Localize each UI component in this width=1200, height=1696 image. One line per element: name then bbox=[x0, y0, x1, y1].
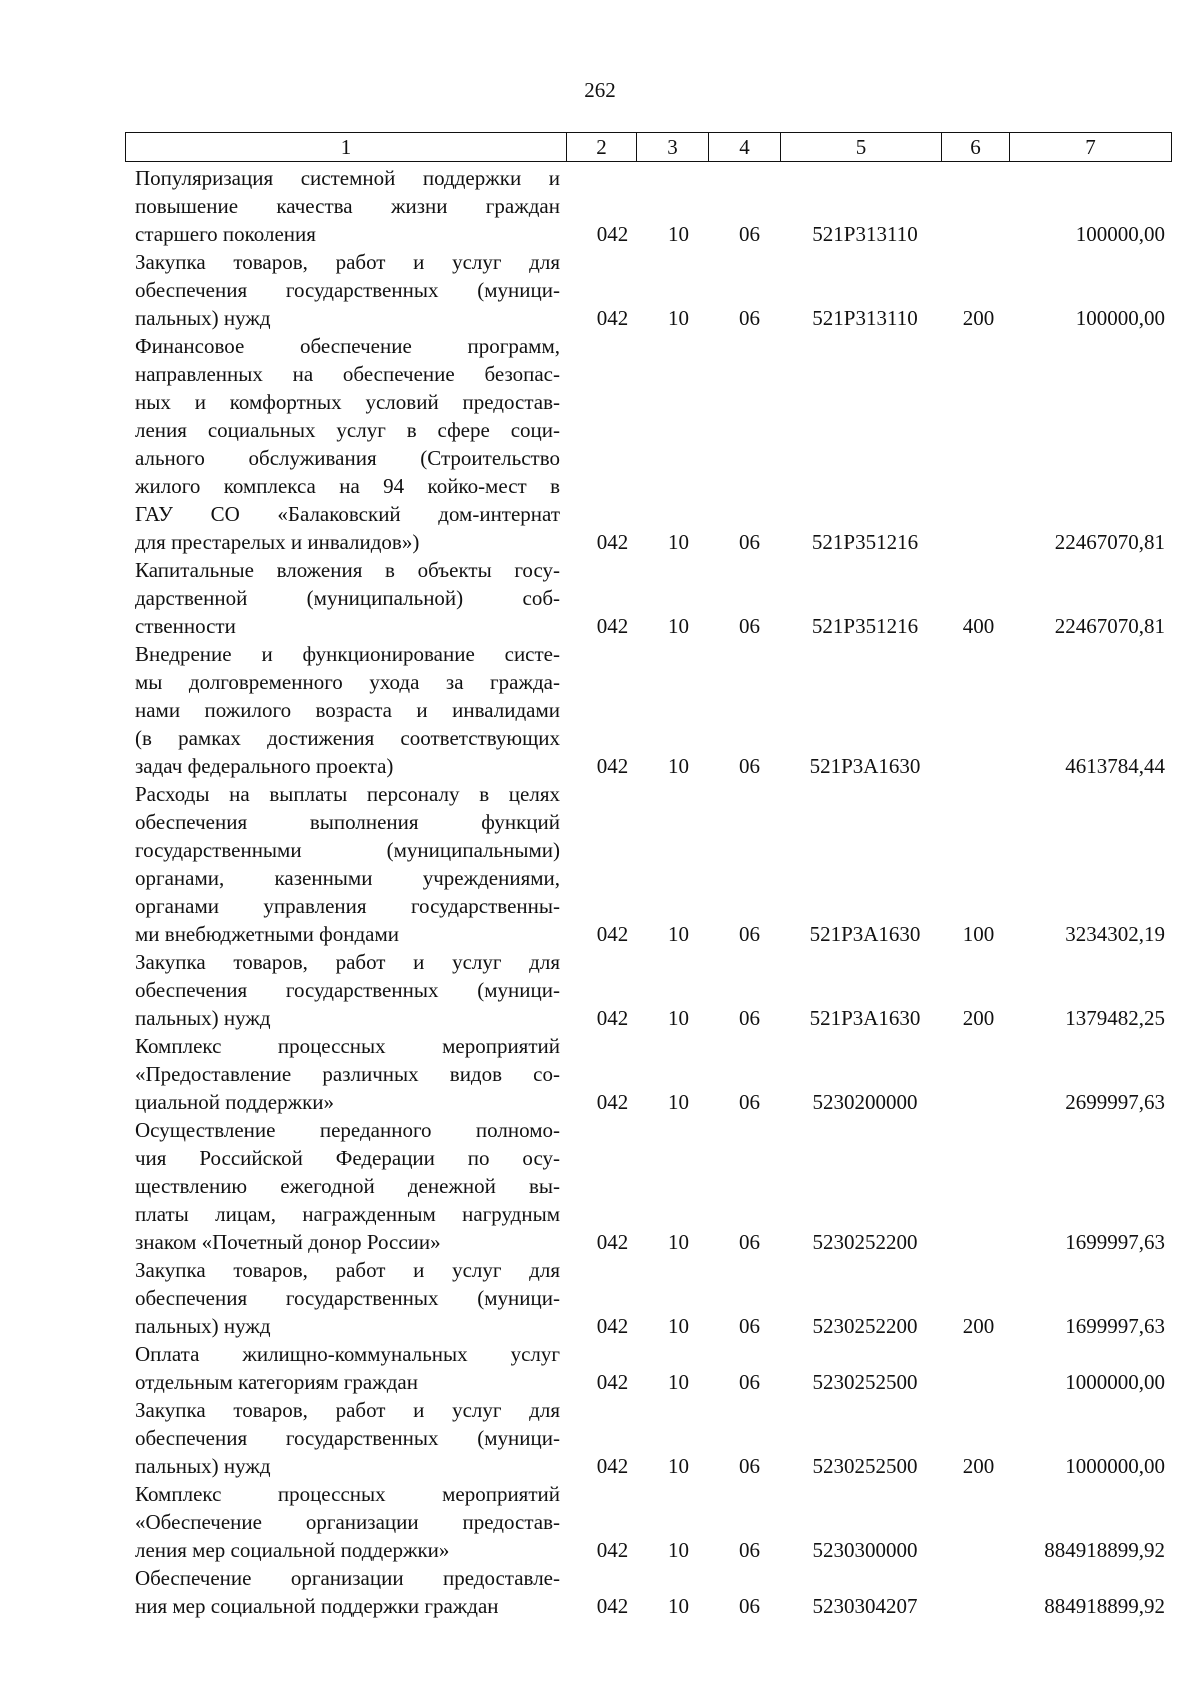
row-ministry-code: 042 bbox=[596, 1314, 629, 1338]
row-expense-type-code: 400 bbox=[962, 614, 995, 638]
row-target-article-code: 521P3A1630 bbox=[809, 754, 921, 778]
description-line: ГАУ СО «Балаковский дом-интернат bbox=[135, 502, 560, 526]
description-line: повышение качества жизни граждан bbox=[135, 194, 560, 218]
column-header-2: 2 bbox=[567, 133, 637, 162]
row-ministry-code: 042 bbox=[596, 614, 629, 638]
row-section-code: 10 bbox=[668, 1370, 689, 1394]
row-ministry-code: 042 bbox=[596, 1090, 629, 1114]
description-line: Закупка товаров, работ и услуг для bbox=[135, 250, 560, 274]
table-row bbox=[135, 248, 1185, 332]
row-amount: 1000000,00 bbox=[1065, 1370, 1165, 1394]
row-section-code: 10 bbox=[668, 1594, 689, 1618]
row-description bbox=[135, 1032, 560, 1116]
row-ministry-code: 042 bbox=[596, 1594, 629, 1618]
row-target-article-code: 5230300000 bbox=[812, 1538, 918, 1562]
row-description bbox=[135, 1340, 560, 1396]
description-line: пальных) нужд bbox=[135, 306, 271, 330]
row-target-article-code: 521P351216 bbox=[811, 614, 919, 638]
row-description bbox=[135, 164, 560, 248]
description-line: нами пожилого возраста и инвалидами bbox=[135, 698, 560, 722]
description-line: ных и комфортных условий предостав- bbox=[135, 390, 560, 414]
row-target-article-code: 5230252500 bbox=[812, 1370, 918, 1394]
row-section-code: 10 bbox=[668, 530, 689, 554]
row-subsection-code: 06 bbox=[739, 1454, 760, 1478]
description-line: циальной поддержки» bbox=[135, 1090, 335, 1114]
description-line: ления социальных услуг в сфере соци- bbox=[135, 418, 560, 442]
row-description bbox=[135, 1564, 560, 1620]
row-ministry-code: 042 bbox=[596, 1006, 629, 1030]
row-section-code: 10 bbox=[668, 1314, 689, 1338]
row-ministry-code: 042 bbox=[596, 1370, 629, 1394]
description-line: пальных) нужд bbox=[135, 1454, 271, 1478]
description-line: чия Российской Федерации по осу- bbox=[135, 1146, 560, 1170]
description-line: ственности bbox=[135, 614, 236, 638]
row-subsection-code: 06 bbox=[739, 1370, 760, 1394]
description-line: старшего поколения bbox=[135, 222, 316, 246]
column-header-6: 6 bbox=[942, 133, 1010, 162]
row-amount: 3234302,19 bbox=[1065, 922, 1165, 946]
row-description bbox=[135, 1116, 560, 1256]
description-line: жилого комплекса на 94 койко-мест в bbox=[135, 474, 560, 498]
row-amount: 1000000,00 bbox=[1065, 1454, 1165, 1478]
description-line: Осуществление переданного полномо- bbox=[135, 1118, 560, 1142]
description-line: Закупка товаров, работ и услуг для bbox=[135, 950, 560, 974]
row-description bbox=[135, 248, 560, 332]
description-line: дарственной (муниципальной) соб- bbox=[135, 586, 560, 610]
description-line: обеспечения государственных (муници- bbox=[135, 1286, 560, 1310]
row-ministry-code: 042 bbox=[596, 1230, 629, 1254]
row-section-code: 10 bbox=[668, 1454, 689, 1478]
row-subsection-code: 06 bbox=[739, 306, 760, 330]
row-amount: 22467070,81 bbox=[1054, 530, 1165, 554]
budget-rows bbox=[135, 164, 1185, 1620]
description-line: знаком «Почетный донор России» bbox=[135, 1230, 441, 1254]
row-amount: 884918899,92 bbox=[1044, 1538, 1165, 1562]
description-line: направленных на обеспечение безопас- bbox=[135, 362, 560, 386]
description-line: платы лицам, награжденным нагрудным bbox=[135, 1202, 560, 1226]
description-line: «Предоставление различных видов со- bbox=[135, 1062, 560, 1086]
row-target-article-code: 521P3A1630 bbox=[809, 922, 921, 946]
row-subsection-code: 06 bbox=[739, 530, 760, 554]
table-row bbox=[135, 780, 1185, 948]
row-subsection-code: 06 bbox=[739, 1230, 760, 1254]
row-description bbox=[135, 1396, 560, 1480]
row-amount: 1379482,25 bbox=[1065, 1006, 1165, 1030]
row-subsection-code: 06 bbox=[739, 922, 760, 946]
description-line: ния мер социальной поддержки граждан bbox=[135, 1594, 499, 1618]
row-subsection-code: 06 bbox=[739, 222, 760, 246]
row-description bbox=[135, 556, 560, 640]
table-row bbox=[135, 1340, 1185, 1396]
table-row bbox=[135, 1256, 1185, 1340]
row-target-article-code: 521P313110 bbox=[812, 306, 918, 330]
table-row bbox=[135, 164, 1185, 248]
row-subsection-code: 06 bbox=[739, 1006, 760, 1030]
row-amount: 1699997,63 bbox=[1065, 1230, 1165, 1254]
description-line: Внедрение и функционирование систе- bbox=[135, 642, 560, 666]
row-ministry-code: 042 bbox=[596, 1454, 629, 1478]
column-header-7: 7 bbox=[1010, 133, 1172, 162]
row-subsection-code: 06 bbox=[739, 614, 760, 638]
row-section-code: 10 bbox=[668, 922, 689, 946]
column-header-1: 1 bbox=[126, 133, 567, 162]
row-target-article-code: 521P313110 bbox=[812, 222, 918, 246]
row-ministry-code: 042 bbox=[596, 1538, 629, 1562]
row-expense-type-code: 100 bbox=[962, 922, 995, 946]
row-expense-type-code: 200 bbox=[962, 1454, 995, 1478]
description-line: обеспечения государственных (муници- bbox=[135, 278, 560, 302]
row-section-code: 10 bbox=[668, 1230, 689, 1254]
row-section-code: 10 bbox=[668, 1006, 689, 1030]
description-line: органами, казенными учреждениями, bbox=[135, 866, 560, 890]
row-section-code: 10 bbox=[668, 1090, 689, 1114]
row-target-article-code: 5230252200 bbox=[812, 1230, 918, 1254]
row-target-article-code: 5230252500 bbox=[812, 1454, 918, 1478]
column-header-5: 5 bbox=[781, 133, 942, 162]
table-row bbox=[135, 556, 1185, 640]
description-line: (в рамках достижения соответствующих bbox=[135, 726, 560, 750]
description-line: для престарелых и инвалидов») bbox=[135, 530, 420, 554]
description-line: Оплата жилищно-коммунальных услуг bbox=[135, 1342, 560, 1366]
row-subsection-code: 06 bbox=[739, 1090, 760, 1114]
row-section-code: 10 bbox=[668, 754, 689, 778]
row-ministry-code: 042 bbox=[596, 922, 629, 946]
row-target-article-code: 521P3A1630 bbox=[809, 1006, 921, 1030]
description-line: задач федерального проекта) bbox=[135, 754, 394, 778]
description-line: органами управления государственны- bbox=[135, 894, 560, 918]
row-section-code: 10 bbox=[668, 222, 689, 246]
description-line: пальных) нужд bbox=[135, 1006, 271, 1030]
row-amount: 100000,00 bbox=[1075, 222, 1165, 246]
description-line: Популяризация системной поддержки и bbox=[135, 166, 560, 190]
row-ministry-code: 042 bbox=[596, 222, 629, 246]
description-line: Закупка товаров, работ и услуг для bbox=[135, 1258, 560, 1282]
description-line: отдельным категориям граждан bbox=[135, 1370, 418, 1394]
row-description bbox=[135, 1256, 560, 1340]
description-line: ми внебюджетными фондами bbox=[135, 922, 399, 946]
description-line: Обеспечение организации предоставле- bbox=[135, 1566, 560, 1590]
description-line: Финансовое обеспечение программ, bbox=[135, 334, 560, 358]
table-row bbox=[135, 948, 1185, 1032]
row-subsection-code: 06 bbox=[739, 1314, 760, 1338]
description-line: ществлению ежегодной денежной вы- bbox=[135, 1174, 560, 1198]
row-target-article-code: 5230200000 bbox=[812, 1090, 918, 1114]
description-line: обеспечения государственных (муници- bbox=[135, 978, 560, 1002]
row-description bbox=[135, 948, 560, 1032]
row-description bbox=[135, 332, 560, 556]
row-amount: 4613784,44 bbox=[1065, 754, 1165, 778]
description-line: Закупка товаров, работ и услуг для bbox=[135, 1398, 560, 1422]
row-amount: 22467070,81 bbox=[1054, 614, 1165, 638]
description-line: «Обеспечение организации предостав- bbox=[135, 1510, 560, 1534]
row-description bbox=[135, 780, 560, 948]
description-line: Капитальные вложения в объекты госу- bbox=[135, 558, 560, 582]
row-amount: 2699997,63 bbox=[1065, 1090, 1165, 1114]
row-amount: 884918899,92 bbox=[1044, 1594, 1165, 1618]
row-subsection-code: 06 bbox=[739, 754, 760, 778]
description-line: ального обслуживания (Строительство bbox=[135, 446, 560, 470]
table-row bbox=[135, 1116, 1185, 1256]
row-expense-type-code: 200 bbox=[962, 306, 995, 330]
table-row bbox=[135, 1480, 1185, 1564]
table-row bbox=[135, 332, 1185, 556]
row-amount: 1699997,63 bbox=[1065, 1314, 1165, 1338]
description-line: Комплекс процессных мероприятий bbox=[135, 1034, 560, 1058]
row-section-code: 10 bbox=[668, 1538, 689, 1562]
description-line: Расходы на выплаты персоналу в целях bbox=[135, 782, 560, 806]
row-description bbox=[135, 640, 560, 780]
row-subsection-code: 06 bbox=[739, 1594, 760, 1618]
row-section-code: 10 bbox=[668, 614, 689, 638]
page-number: 262 bbox=[584, 78, 616, 102]
row-target-article-code: 5230304207 bbox=[812, 1594, 918, 1618]
row-description bbox=[135, 1480, 560, 1564]
table-row bbox=[135, 640, 1185, 780]
column-header-3: 3 bbox=[637, 133, 709, 162]
row-target-article-code: 5230252200 bbox=[812, 1314, 918, 1338]
column-header-table bbox=[125, 132, 1172, 162]
row-expense-type-code: 200 bbox=[962, 1314, 995, 1338]
row-subsection-code: 06 bbox=[739, 1538, 760, 1562]
table-row bbox=[135, 1032, 1185, 1116]
row-ministry-code: 042 bbox=[596, 754, 629, 778]
description-line: пальных) нужд bbox=[135, 1314, 271, 1338]
row-amount: 100000,00 bbox=[1075, 306, 1165, 330]
description-line: обеспечения выполнения функций bbox=[135, 810, 560, 834]
description-line: государственными (муниципальными) bbox=[135, 838, 560, 862]
table-row bbox=[135, 1396, 1185, 1480]
table-row bbox=[135, 1564, 1185, 1620]
description-line: ления мер социальной поддержки» bbox=[135, 1538, 450, 1562]
description-line: Комплекс процессных мероприятий bbox=[135, 1482, 560, 1506]
column-header-row bbox=[126, 133, 1172, 162]
description-line: обеспечения государственных (муници- bbox=[135, 1426, 560, 1450]
description-line: мы долговременного ухода за гражда- bbox=[135, 670, 560, 694]
row-target-article-code: 521P351216 bbox=[811, 530, 919, 554]
row-ministry-code: 042 bbox=[596, 530, 629, 554]
row-ministry-code: 042 bbox=[596, 306, 629, 330]
row-expense-type-code: 200 bbox=[962, 1006, 995, 1030]
row-section-code: 10 bbox=[668, 306, 689, 330]
column-header-4: 4 bbox=[709, 133, 781, 162]
